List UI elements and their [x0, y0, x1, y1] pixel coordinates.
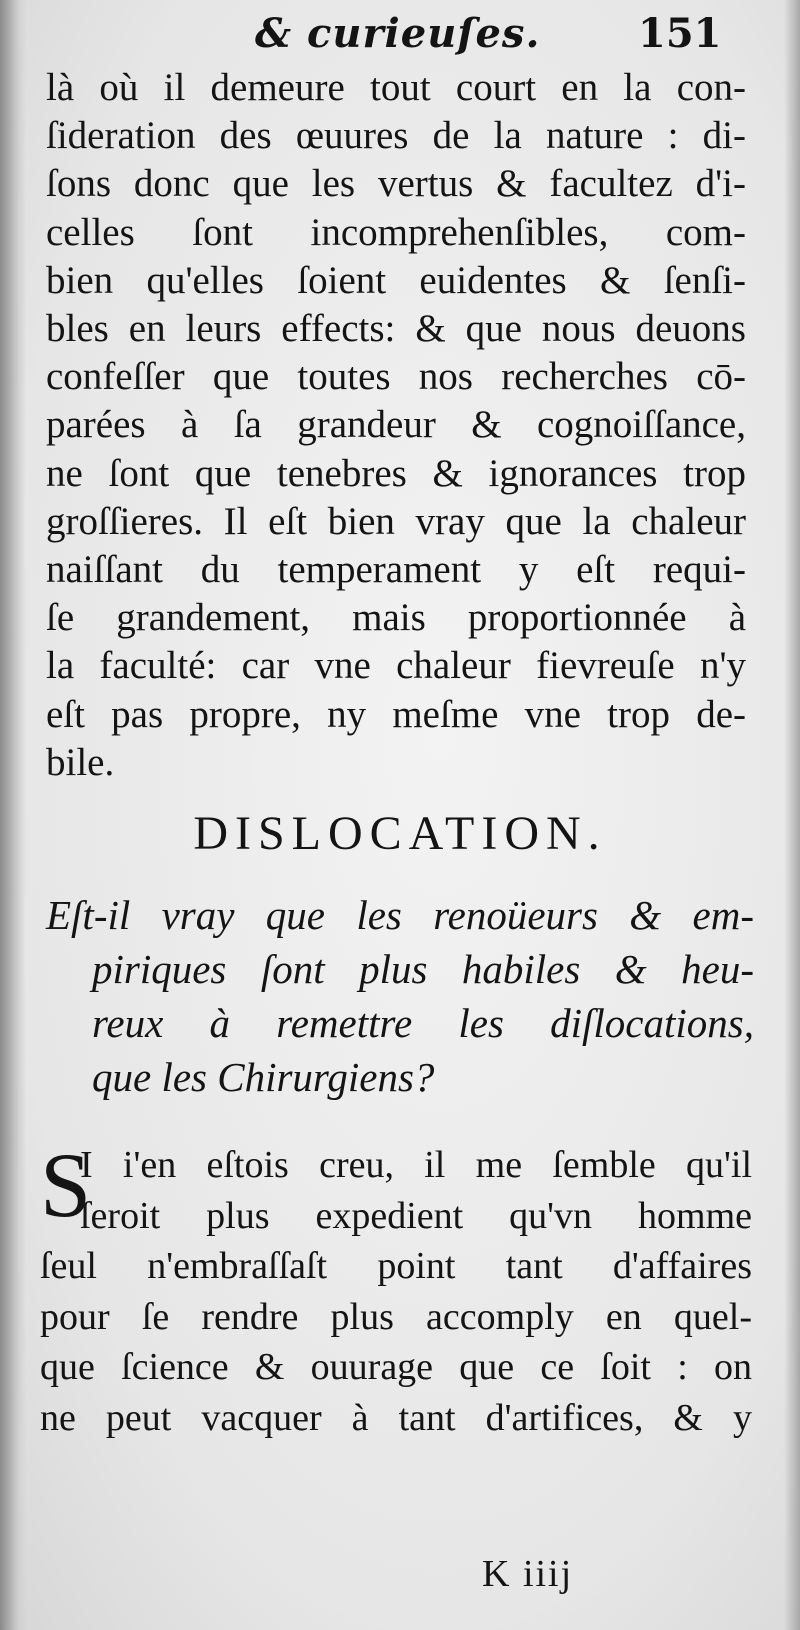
text-line: parées à ſa grandeur & cognoiſſance,: [46, 403, 746, 447]
signature-mark: K iiij: [482, 1553, 574, 1595]
section-heading: DISLOCATION.: [193, 807, 607, 860]
paragraph-1: [46, 64, 746, 787]
text-line: ne peut vacquer à tant d'artifices, & y: [40, 1396, 752, 1439]
text-line: eſt pas propre, ny meſme vne trop de-: [46, 692, 746, 736]
text-line: groſſieres. Il eſt bien vray que la chaleur: [46, 499, 746, 543]
text-line: celles ſont incomprehenſibles, com-: [46, 210, 746, 254]
text-line: pour ſe rendre plus accomply en quel-: [40, 1295, 752, 1338]
text-line: bile.: [46, 740, 115, 784]
text-line: bien qu'elles ſoient euidentes & ſenſi-: [46, 258, 746, 302]
question-line: Eſt-il vray que les renoüeurs & em-: [46, 892, 754, 938]
text-line: naiſſant du temperament y eſt requi-: [46, 548, 746, 592]
text-line: ſe grandement, mais proportionnée à: [46, 596, 746, 640]
text-line: ne ſont que tenebres & ignorances trop: [46, 451, 746, 495]
text-line: ſideration des œuures de la nature : di-: [46, 114, 746, 158]
running-head-title: & curieuſes.: [255, 10, 541, 57]
text-line: que ſcience & ouurage que ce ſoit : on: [40, 1346, 752, 1388]
question-block: [46, 888, 754, 1104]
text-line: ſeul n'embraſſaſt point tant d'affaires: [40, 1245, 752, 1287]
drop-cap: S: [40, 1134, 92, 1236]
text-line: confeſſer que toutes nos recherches cō-: [46, 355, 746, 399]
paragraph-2: [40, 1134, 752, 1443]
running-head: [0, 10, 800, 62]
text-line: bles en leurs effects: & que nous deuons: [46, 307, 746, 351]
text-line: I i'en eſtois creu, il me ſemble qu'il: [80, 1144, 752, 1186]
text-line: ſeroit plus expedient qu'vn homme: [80, 1194, 752, 1237]
question-line: reux à remettre les diſlocations,: [92, 1000, 754, 1046]
page-number: 151: [638, 10, 722, 57]
question-line: piriques ſont plus habiles & heu-: [92, 946, 754, 992]
text-line: ſons donc que les vertus & facultez d'i-: [46, 162, 746, 206]
text-line: la faculté: car vne chaleur fievreuſe n'y: [46, 644, 746, 688]
question-line: que les Chirurgiens?: [92, 1054, 435, 1100]
text-line: là où il demeure tout court en la con-: [46, 66, 746, 109]
